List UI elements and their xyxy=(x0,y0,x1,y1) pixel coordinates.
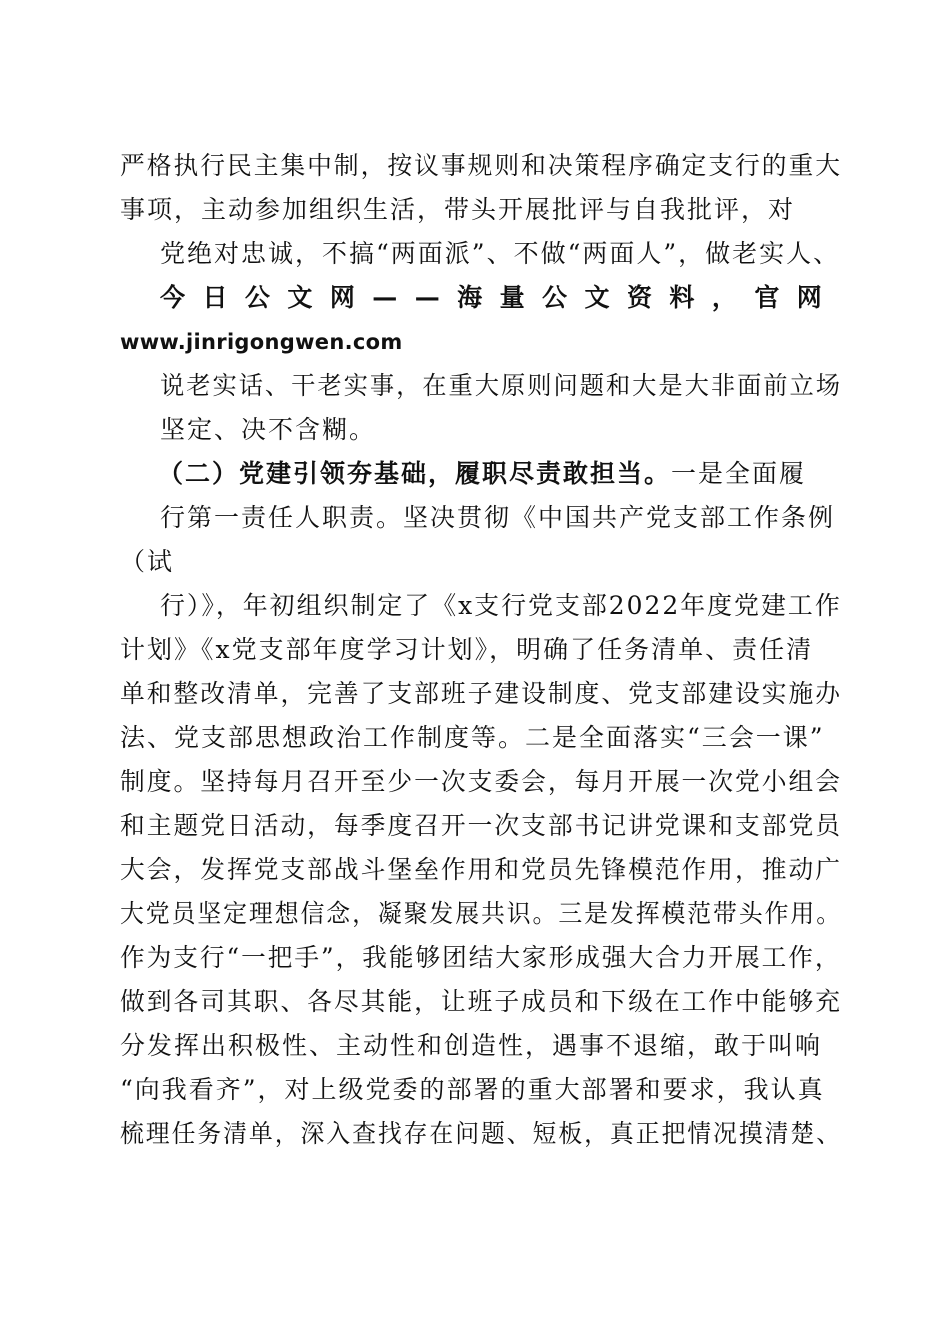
body-line-19: 分发挥出积极性、主动性和创造性，遇事不退缩，敢于叫响 xyxy=(120,1031,823,1060)
body-line-11: 单和整改清单，完善了支部班子建设制度、党支部建设实施办 xyxy=(120,679,843,708)
banner-char: 网 xyxy=(329,283,355,312)
section-heading-tail: 一是全面履 xyxy=(671,459,807,488)
body-line-5: 坚定、决不含糊。 xyxy=(160,415,377,444)
section-heading-line xyxy=(158,458,806,490)
banner-char: 网 xyxy=(796,283,822,312)
body-line-1: 严格执行民主集中制，按议事规则和决策程序确定支行的重大 xyxy=(120,151,843,180)
body-line-2: 事项，主动参加组织生活，带头开展批评与自我批评，对 xyxy=(120,195,796,224)
body-line-18: 做到各司其职、各尽其能，让班子成员和下级在工作中能够充 xyxy=(120,987,843,1016)
body-line-14: 和主题党日活动，每季度召开一次支部书记讲党课和支部党员 xyxy=(120,811,843,840)
body-line-17: 作为支行“一把手”，我能够团结大家形成强大合力开展工作， xyxy=(120,943,842,972)
banner-char: 公 xyxy=(244,283,270,312)
banner-char: 文 xyxy=(584,283,610,312)
banner-char: 今 xyxy=(160,283,186,312)
banner-char: 量 xyxy=(499,283,525,312)
body-line-8: （试 xyxy=(120,547,175,576)
banner-char: 官 xyxy=(754,283,780,312)
body-line-10: 计划》《x党支部年度学习计划》，明确了任务清单、责任清 xyxy=(120,635,814,664)
banner-char: — xyxy=(372,283,398,312)
watermark-banner-title xyxy=(160,282,822,314)
body-line-20: “向我看齐”，对上级党委的部署的重大部署和要求，我认真 xyxy=(120,1075,825,1104)
banner-char: 料 xyxy=(669,283,695,312)
section-heading: （二）党建引领夯基础，履职尽责敢担当。 xyxy=(158,459,672,488)
body-line-9: 行）》，年初组织制定了《x支行党支部2022年度党建工作 xyxy=(160,591,842,620)
body-line-12: 法、党支部思想政治工作制度等。二是全面落实“三会一课” xyxy=(120,723,825,752)
banner-char: 公 xyxy=(542,283,568,312)
banner-char: 资 xyxy=(626,283,652,312)
body-line-15: 大会，发挥党支部战斗堡垒作用和党员先锋模范作用，推动广 xyxy=(120,855,843,884)
body-line-16: 大党员坚定理想信念，凝聚发展共识。三是发挥模范带头作用。 xyxy=(120,899,842,928)
banner-char: 文 xyxy=(287,283,313,312)
watermark-banner-url: www.jinrigongwen.com xyxy=(120,330,403,354)
body-line-4: 说老实话、干老实事，在重大原则问题和大是大非面前立场 xyxy=(160,371,843,400)
banner-char: — xyxy=(414,283,440,312)
banner-char: 海 xyxy=(457,283,483,312)
body-line-13: 制度。坚持每月召开至少一次支委会，每月开展一次党小组会 xyxy=(120,767,843,796)
banner-char: 日 xyxy=(202,283,228,312)
body-line-3: 党绝对忠诚，不搞“两面派”、不做“两面人”，做老实人、 xyxy=(160,239,841,268)
banner-char: ， xyxy=(711,283,737,312)
body-line-21: 梳理任务清单，深入查找存在问题、短板，真正把情况摸清楚、 xyxy=(120,1119,842,1148)
body-line-7: 行第一责任人职责。坚决贯彻《中国共产党支部工作条例 xyxy=(160,503,836,532)
